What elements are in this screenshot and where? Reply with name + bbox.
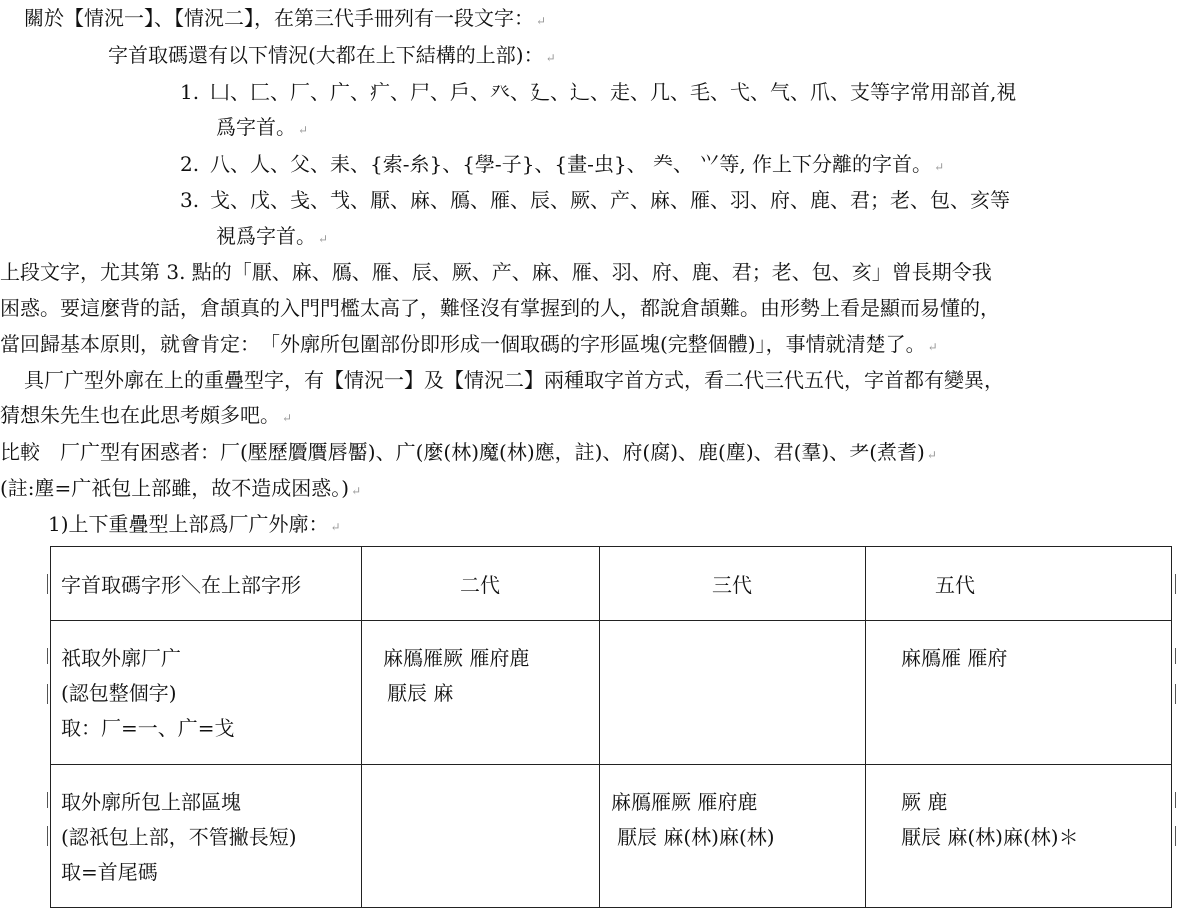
table-header-row <box>51 547 1171 621</box>
cell-marker <box>47 826 48 846</box>
table-caption: 1)上下重疊型上部爲厂广外廓： ↵ <box>48 512 341 536</box>
column-divider <box>599 547 600 907</box>
list-item: 1. 凵、匚、厂、广、疒、尸、戶、癶、廴、辶、走、几、毛、弋、气、爪、支等字常用部首,視 <box>180 80 1017 104</box>
cell-marker <box>1175 826 1176 846</box>
cell-marker <box>1175 648 1176 664</box>
intro-paragraph: 關於【情況一】、【情況二】，在第三代手冊列有一段文字： ↵ <box>24 6 547 30</box>
cell-marker <box>47 684 48 704</box>
cell-marker <box>1175 684 1176 704</box>
cell-marker <box>47 574 48 594</box>
list-item-continuation: 爲字首。 ↵ <box>216 115 309 139</box>
cell-marker <box>1175 792 1176 808</box>
body-paragraph: 具厂广型外廓在上的重疊型字，有【情況一】及【情況二】兩種取字首方式，看二代三代五代，字首都有變異， <box>24 368 1004 392</box>
header-cell: 五代 <box>935 573 975 597</box>
header-cell: 字首取碼字形＼在上部字形 <box>61 573 301 597</box>
column-divider <box>361 547 362 907</box>
gen5-cell: 厥 鹿 厭辰 麻(林)麻(林)＊ <box>901 790 1079 849</box>
body-paragraph: 上段文字，尤其第 3. 點的「厭、麻、鴈、雁、辰、厥、产、麻、雁、羽、府、鹿、君；老、包、亥」曾長期令我 <box>0 260 992 284</box>
table-row <box>51 621 1171 765</box>
column-divider <box>865 547 866 907</box>
cell-marker <box>47 648 48 664</box>
comparison-table <box>50 546 1172 908</box>
gen2-cell <box>361 765 599 909</box>
row-label-cell: 祇取外廓厂广 (認包整個字) 取：厂=一、广=戈 <box>61 646 235 740</box>
subheading: 字首取碼還有以下情況(大都在上下結構的上部)： ↵ <box>108 43 556 67</box>
footnote: (註:塵=广祇包上部雖，故不造成困惑。) ↵ <box>0 476 362 500</box>
body-paragraph: 猜想朱先生也在此思考頗多吧。 ↵ <box>0 403 293 427</box>
gen3-cell: 麻鴈雁厥 雁府鹿 厭辰 麻(林)麻(林) <box>611 790 775 849</box>
body-paragraph: 困惑。要這麼背的話，倉頡真的入門門檻太高了，難怪沒有掌握到的人，都說倉頡難。由形勢上看是顯而易懂的， <box>0 296 1000 320</box>
list-item: 3. 戈、戊、戋、𢦏、厭、麻、鴈、雁、辰、厥、产、麻、雁、羽、府、鹿、君；老、包、亥等 <box>180 188 1010 212</box>
table-row <box>51 765 1171 909</box>
header-cell: 三代 <box>712 573 752 597</box>
comparison-line: 比較 厂广型有困惑者：厂(壓歷贗贋唇靨)、广(麼(林)魔(林)應，註)、府(腐)、鹿(塵)、君(羣)、耂(煮耆) ↵ <box>0 440 937 464</box>
body-paragraph: 當回歸基本原則，就會肯定： 「外廓所包圍部份即形成一個取碼的字形區塊(完整個體)」，事情就清楚了。 ↵ <box>0 332 938 356</box>
gen3-cell <box>599 621 865 764</box>
header-cell: 二代 <box>460 573 500 597</box>
cell-marker <box>47 792 48 808</box>
gen5-cell: 麻鴈雁 雁府 <box>901 646 1008 670</box>
cell-marker <box>1175 574 1176 594</box>
gen2-cell: 麻鴈雁厥 雁府鹿 厭辰 麻 <box>383 646 530 705</box>
list-item: 2. 八、人、父、耒、{索-糸}、{學-子}、{畫-虫}、 龹、 𭕄等, 作上下分離的字首。 ↵ <box>180 152 945 176</box>
list-item-continuation: 視爲字首。 ↵ <box>216 224 329 248</box>
row-label-cell: 取外廓所包上部區塊 (認祇包上部，不管撇長短) 取=首尾碼 <box>61 790 297 884</box>
